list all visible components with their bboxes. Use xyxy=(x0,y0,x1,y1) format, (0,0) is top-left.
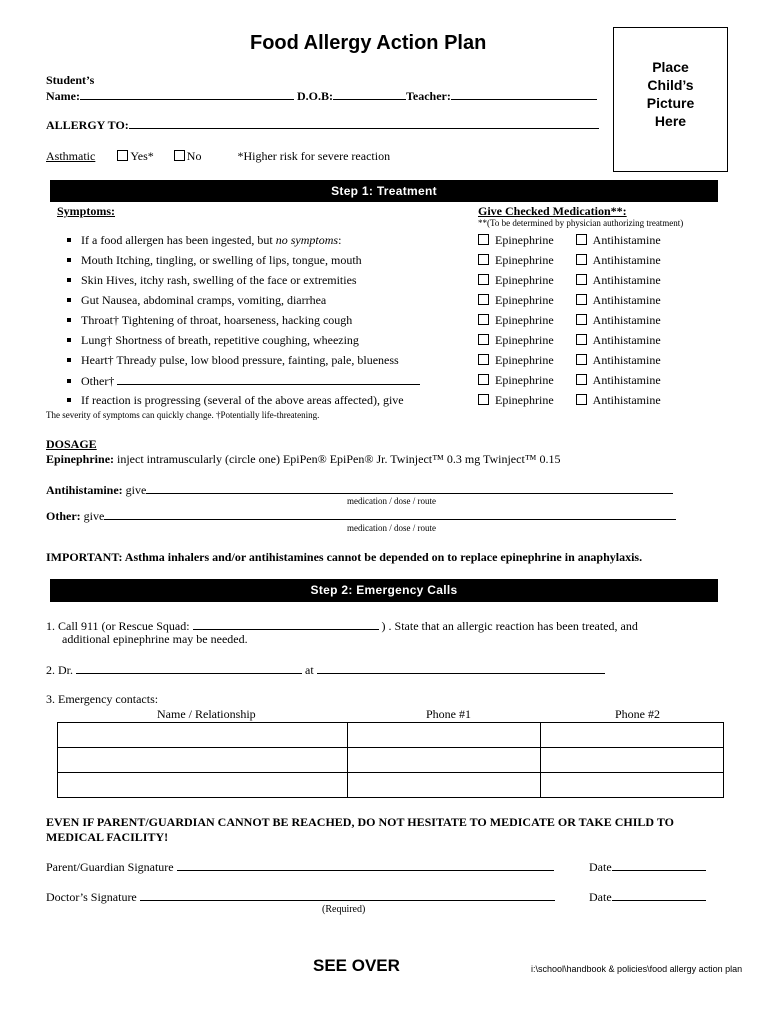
required-note: (Required) xyxy=(322,904,366,915)
parent-date-row xyxy=(589,859,706,875)
contact-name-cell[interactable] xyxy=(58,748,348,773)
table-row xyxy=(58,748,724,773)
other-dosage-row xyxy=(46,508,676,524)
symptom-item xyxy=(67,273,357,288)
antihistamine-checkbox[interactable] xyxy=(576,314,587,325)
warning-line2: MEDICAL FACILITY! xyxy=(46,830,169,844)
other-label: Other: xyxy=(46,509,81,523)
asthmatic-row xyxy=(46,149,390,164)
epinephrine-label: Epinephrine: xyxy=(46,452,115,466)
epinephrine-checkbox[interactable] xyxy=(478,354,489,365)
parent-signature-field[interactable] xyxy=(177,859,554,871)
warning-line1: EVEN IF PARENT/GUARDIAN CANNOT BE REACHED, DO NOT HESITATE TO MEDICATE OR TAKE CHILD TO xyxy=(46,815,675,829)
antihistamine-checkbox[interactable] xyxy=(576,354,587,365)
epinephrine-option-label: Epinephrine xyxy=(495,313,554,327)
antihistamine-option-label: Antihistamine xyxy=(592,273,661,287)
contact-phone2-cell[interactable] xyxy=(541,748,724,773)
epinephrine-option-label: Epinephrine xyxy=(495,273,554,287)
teacher-label: Teacher: xyxy=(405,89,451,103)
bullet-icon xyxy=(67,318,71,322)
dr-label: 2. Dr. xyxy=(46,663,73,677)
bullet-icon xyxy=(67,358,71,362)
allergy-label: ALLERGY TO: xyxy=(46,118,129,132)
asthmatic-yes-checkbox[interactable] xyxy=(117,150,128,161)
contact-phone1-cell[interactable] xyxy=(348,723,541,748)
epinephrine-checkbox[interactable] xyxy=(478,274,489,285)
contact-phone1-cell[interactable] xyxy=(348,773,541,798)
doctor-row xyxy=(46,662,605,678)
symptom-item xyxy=(67,353,399,368)
symptoms-heading: Symptoms: xyxy=(57,204,116,218)
allergy-field[interactable] xyxy=(129,117,599,129)
teacher-field[interactable] xyxy=(451,88,597,100)
doctor-signature-label: Doctor’s Signature xyxy=(46,890,137,904)
medication-row xyxy=(478,293,661,308)
symptom-text: Other† xyxy=(81,374,118,388)
asthmatic-no-label: No xyxy=(186,149,202,163)
antihistamine-option-label: Antihistamine xyxy=(592,233,661,247)
bullet-icon xyxy=(67,238,71,242)
antihistamine-option-label: Antihistamine xyxy=(592,253,661,267)
photo-placeholder xyxy=(613,27,728,172)
antihistamine-option-label: Antihistamine xyxy=(592,293,661,307)
medication-note: **(To be determined by physician authorizing treatment) xyxy=(478,218,684,228)
epinephrine-checkbox[interactable] xyxy=(478,374,489,385)
epinephrine-checkbox[interactable] xyxy=(478,234,489,245)
epinephrine-checkbox[interactable] xyxy=(478,334,489,345)
antihistamine-checkbox[interactable] xyxy=(576,334,587,345)
asthmatic-no-checkbox[interactable] xyxy=(174,150,185,161)
epinephrine-option-label: Epinephrine xyxy=(495,253,554,267)
doctor-signature-field[interactable] xyxy=(140,889,555,901)
student-info-row xyxy=(46,88,597,104)
photo-text-line3: Picture xyxy=(646,95,695,111)
symptom-text: Mouth Itching, tingling, or swelling of lips, tongue, mouth xyxy=(81,253,362,267)
contact-phone2-cell[interactable] xyxy=(541,723,724,748)
photo-text-line4: Here xyxy=(654,113,687,129)
medication-row xyxy=(478,253,661,268)
epinephrine-option-label: Epinephrine xyxy=(495,373,554,387)
medication-row xyxy=(478,353,661,368)
epinephrine-checkbox[interactable] xyxy=(478,314,489,325)
other-route-note: medication / dose / route xyxy=(347,523,436,533)
symptom-item xyxy=(67,313,352,328)
asthmatic-yes-label: Yes* xyxy=(130,149,154,163)
symptom-text: Throat† Tightening of throat, hoarseness, hacking cough xyxy=(81,313,353,327)
allergy-row xyxy=(46,117,599,133)
antihistamine-checkbox[interactable] xyxy=(576,374,587,385)
epinephrine-checkbox[interactable] xyxy=(478,294,489,305)
antihistamine-checkbox[interactable] xyxy=(576,294,587,305)
epinephrine-checkbox[interactable] xyxy=(478,394,489,405)
parent-date-field[interactable] xyxy=(612,859,706,871)
symptom-item xyxy=(67,253,362,268)
parent-signature-label: Parent/Guardian Signature xyxy=(46,860,174,874)
bullet-icon xyxy=(67,379,71,383)
at-label: at xyxy=(305,663,314,677)
bullet-icon xyxy=(67,258,71,262)
students-label: Student’s xyxy=(46,73,95,87)
contacts-col-phone1: Phone #1 xyxy=(426,707,471,721)
antihistamine-label: Antihistamine: xyxy=(46,483,123,497)
symptom-item xyxy=(67,333,359,348)
severity-note: The severity of symptoms can quickly change. †Potentially life-threatening. xyxy=(46,410,320,420)
medication-row xyxy=(478,273,661,288)
antihistamine-checkbox[interactable] xyxy=(576,274,587,285)
doctor-date-label: Date xyxy=(589,890,612,904)
bullet-icon xyxy=(67,398,71,402)
dob-field[interactable] xyxy=(333,88,406,100)
contact-name-cell[interactable] xyxy=(58,723,348,748)
bullet-icon xyxy=(67,278,71,282)
emergency-contacts-label: 3. Emergency contacts: xyxy=(46,692,159,706)
symptom-item xyxy=(67,393,404,408)
symptom-text: Heart† Thready pulse, low blood pressure, fainting, pale, blueness xyxy=(81,353,399,367)
antihistamine-route-note: medication / dose / route xyxy=(347,496,436,506)
symptom-emphasis: no symptoms xyxy=(275,233,339,247)
doctor-name-field[interactable] xyxy=(76,662,302,674)
risk-note: *Higher risk for severe reaction xyxy=(237,149,391,163)
file-path: i:\school\handbook & policies\food allergy action plan xyxy=(531,964,743,974)
symptom-item xyxy=(67,373,420,389)
call-911-line2: additional epinephrine may be needed. xyxy=(62,632,248,646)
antihistamine-option-label: Antihistamine xyxy=(592,353,661,367)
doctor-signature-row xyxy=(46,889,555,905)
see-over: SEE OVER xyxy=(313,956,400,975)
call-911-text: 1. Call 911 (or Rescue Squad: xyxy=(46,619,193,633)
dosage-heading: DOSAGE xyxy=(46,437,97,451)
other-field[interactable] xyxy=(104,508,676,520)
other-symptom-field[interactable] xyxy=(117,373,420,385)
medication-row xyxy=(478,393,661,408)
epinephrine-option-label: Epinephrine xyxy=(495,353,554,367)
antihistamine-option-label: Antihistamine xyxy=(592,313,661,327)
symptom-text: If a food allergen has been ingested, but xyxy=(81,233,276,247)
antihistamine-option-label: Antihistamine xyxy=(592,333,661,347)
antihistamine-give: give xyxy=(122,483,147,497)
dob-label: D.O.B: xyxy=(296,89,333,103)
call-911-text-after: ) . State that an allergic reaction has been treated, and xyxy=(378,619,638,633)
parent-date-label: Date xyxy=(589,860,612,874)
epinephrine-option-label: Epinephrine xyxy=(495,333,554,347)
medication-row xyxy=(478,373,661,388)
symptom-text-end: : xyxy=(338,233,342,247)
symptom-text: Gut Nausea, abdominal cramps, vomiting, diarrhea xyxy=(81,293,327,307)
doctor-date-row xyxy=(589,889,706,905)
photo-text-line2: Child’s xyxy=(647,77,694,93)
rescue-squad-field[interactable] xyxy=(193,618,379,630)
epinephrine-dosage-row xyxy=(46,452,561,467)
medication-row xyxy=(478,233,661,248)
symptom-item xyxy=(67,293,326,308)
emergency-contacts-table xyxy=(57,722,724,798)
antihistamine-checkbox[interactable] xyxy=(576,234,587,245)
epinephrine-option-label: Epinephrine xyxy=(495,293,554,307)
symptom-text: Lung† Shortness of breath, repetitive coughing, wheezing xyxy=(81,333,359,347)
asthmatic-label: Asthmatic xyxy=(46,149,96,163)
step1-header: Step 1: Treatment xyxy=(50,180,718,202)
contact-phone2-cell[interactable] xyxy=(541,773,724,798)
table-row xyxy=(58,773,724,798)
contact-name-cell[interactable] xyxy=(58,773,348,798)
bullet-icon xyxy=(67,298,71,302)
contacts-col-name: Name / Relationship xyxy=(157,707,256,721)
medication-row xyxy=(478,313,661,328)
doctor-phone-field[interactable] xyxy=(317,662,605,674)
antihistamine-checkbox[interactable] xyxy=(576,254,587,265)
contact-phone1-cell[interactable] xyxy=(348,748,541,773)
epinephrine-checkbox[interactable] xyxy=(478,254,489,265)
symptom-item xyxy=(67,233,341,248)
name-field[interactable] xyxy=(80,88,294,100)
photo-text-line1: Place xyxy=(652,59,689,75)
bullet-icon xyxy=(67,338,71,342)
antihistamine-option-label: Antihistamine xyxy=(592,373,661,387)
symptom-text: Skin Hives, itchy rash, swelling of the face or extremities xyxy=(81,273,357,287)
medication-heading: Give Checked Medication**: xyxy=(478,204,627,218)
parent-signature-row xyxy=(46,859,554,875)
page-title: Food Allergy Action Plan xyxy=(250,32,487,54)
other-give: give xyxy=(80,509,105,523)
table-row xyxy=(58,723,724,748)
name-label: Name: xyxy=(46,89,80,103)
epinephrine-text: inject intramuscularly (circle one) EpiPen® EpiPen® Jr. Twinject™ 0.3 mg Twinject™ 0.15 xyxy=(114,452,561,466)
important-note: IMPORTANT: Asthma inhalers and/or antihistamines cannot be depended on to replace epinephrine in anaphylaxis. xyxy=(46,550,643,564)
antihistamine-checkbox[interactable] xyxy=(576,394,587,405)
epinephrine-option-label: Epinephrine xyxy=(495,233,554,247)
contacts-col-phone2: Phone #2 xyxy=(615,707,660,721)
antihistamine-option-label: Antihistamine xyxy=(592,393,661,407)
antihistamine-field[interactable] xyxy=(146,482,673,494)
epinephrine-option-label: Epinephrine xyxy=(495,393,554,407)
medication-row xyxy=(478,333,661,348)
doctor-date-field[interactable] xyxy=(612,889,706,901)
symptom-text: If reaction is progressing (several of the above areas affected), give xyxy=(81,393,404,407)
step2-header: Step 2: Emergency Calls xyxy=(50,579,718,602)
